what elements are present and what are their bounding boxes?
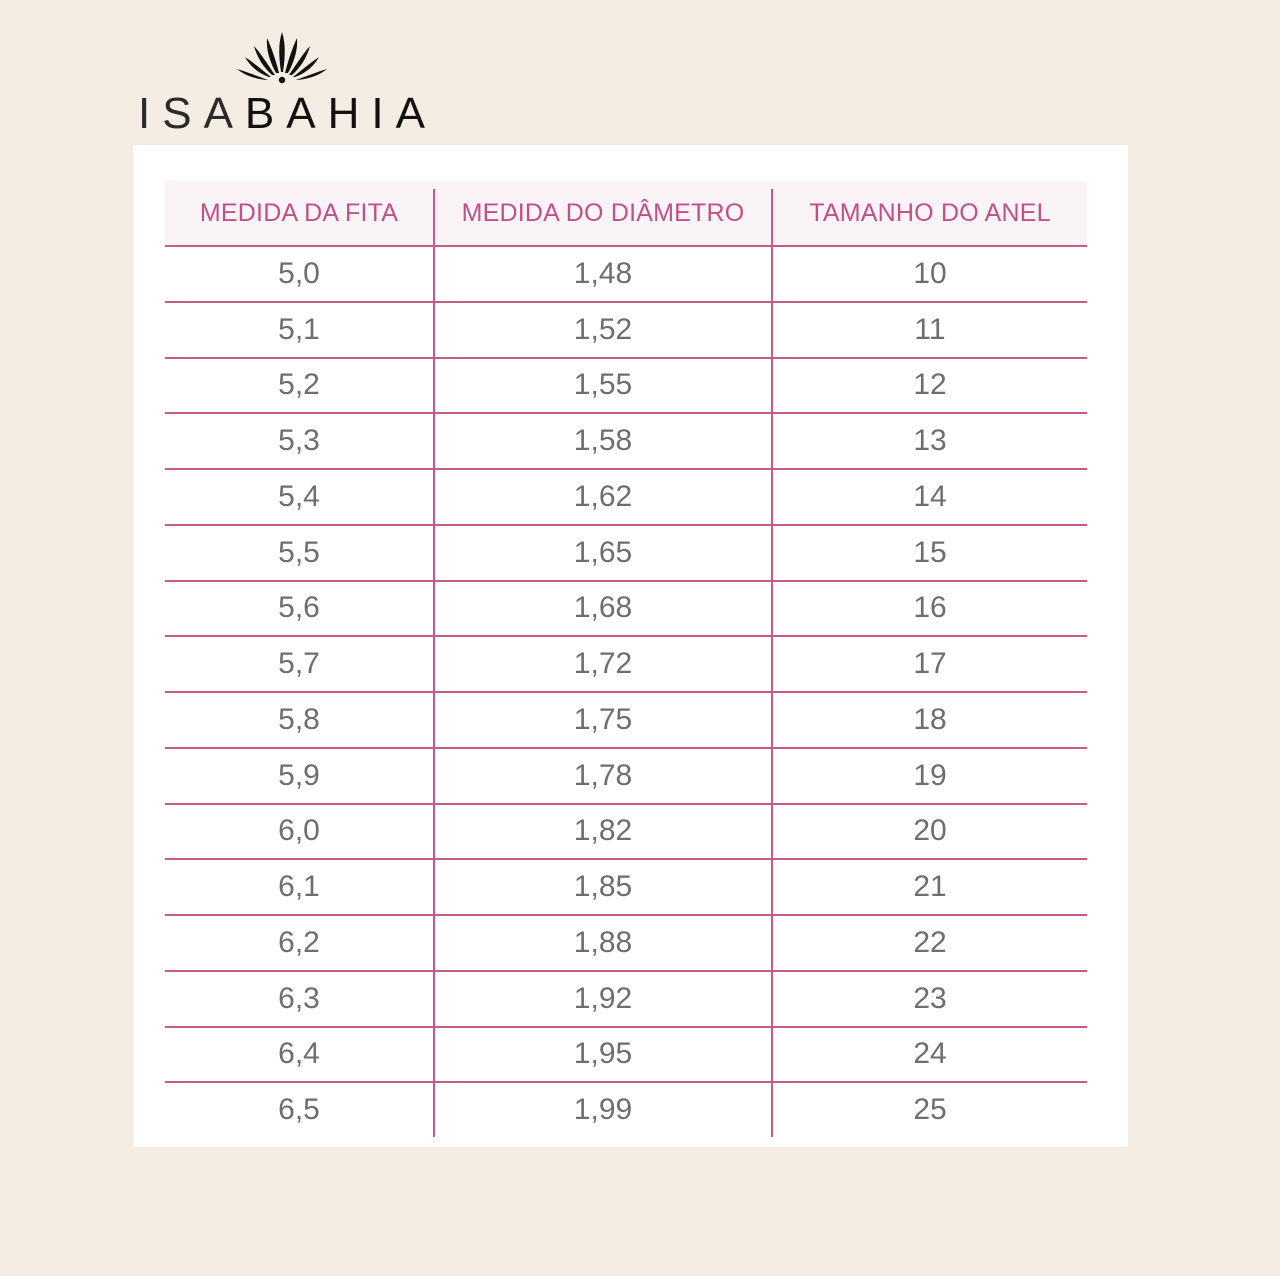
- cell-tape-measure: 5,9: [278, 758, 320, 792]
- cell-tape-measure: 6,3: [278, 981, 320, 1015]
- cell-ring-size: 15: [913, 535, 947, 569]
- column-divider: [433, 582, 435, 636]
- cell-ring-size: 16: [913, 591, 947, 625]
- cell-tape-measure: 6,1: [278, 870, 320, 904]
- column-divider: [771, 359, 773, 413]
- column-divider: [771, 805, 773, 859]
- cell-tape-measure: 5,5: [278, 535, 320, 569]
- column-divider: [771, 916, 773, 970]
- column-divider: [433, 916, 435, 970]
- cell-ring-size: 12: [913, 368, 947, 402]
- table-header: [165, 181, 1087, 247]
- table-row: [165, 582, 1087, 638]
- fan-shell-icon: [234, 28, 330, 88]
- header-diameter: MEDIDA DO DIÂMETRO: [461, 198, 745, 227]
- cell-diameter: 1,95: [573, 1037, 633, 1071]
- column-divider: [771, 414, 773, 468]
- brand-wordmark: [138, 89, 437, 138]
- header-tape-measure: MEDIDA DA FITA: [199, 198, 399, 227]
- cell-diameter: 1,52: [573, 312, 633, 346]
- column-divider: [433, 189, 435, 245]
- column-divider: [771, 582, 773, 636]
- cell-diameter: 1,78: [573, 758, 633, 792]
- cell-diameter: 1,72: [573, 647, 633, 681]
- table-row: [165, 414, 1087, 470]
- cell-ring-size: 18: [913, 702, 947, 736]
- cell-ring-size: 19: [913, 758, 947, 792]
- cell-ring-size: 25: [913, 1093, 947, 1127]
- cell-diameter: 1,48: [573, 256, 633, 290]
- brand-name-light: ISA: [138, 89, 245, 138]
- column-divider: [771, 526, 773, 580]
- column-divider: [433, 805, 435, 859]
- table-row: [165, 693, 1087, 749]
- cell-tape-measure: 6,4: [278, 1037, 320, 1071]
- cell-diameter: 1,68: [573, 591, 633, 625]
- column-divider: [433, 526, 435, 580]
- table-body: [165, 247, 1087, 1137]
- column-divider: [433, 359, 435, 413]
- table-row: [165, 470, 1087, 526]
- cell-ring-size: 20: [913, 814, 947, 848]
- cell-ring-size: 22: [913, 925, 947, 959]
- cell-ring-size: 13: [913, 424, 947, 458]
- table-row: [165, 860, 1087, 916]
- cell-tape-measure: 6,2: [278, 925, 320, 959]
- column-divider: [433, 749, 435, 803]
- column-divider: [771, 303, 773, 357]
- column-divider: [433, 247, 435, 301]
- cell-tape-measure: 5,8: [278, 702, 320, 736]
- cell-ring-size: 23: [913, 981, 947, 1015]
- column-divider: [771, 637, 773, 691]
- table-row: [165, 526, 1087, 582]
- column-divider: [771, 1083, 773, 1137]
- cell-tape-measure: 5,1: [278, 312, 320, 346]
- cell-ring-size: 17: [913, 647, 947, 681]
- column-divider: [433, 303, 435, 357]
- cell-diameter: 1,88: [573, 925, 633, 959]
- cell-tape-measure: 5,6: [278, 591, 320, 625]
- column-divider: [433, 972, 435, 1026]
- cell-ring-size: 10: [913, 256, 947, 290]
- cell-diameter: 1,99: [573, 1093, 633, 1127]
- column-divider: [771, 470, 773, 524]
- cell-diameter: 1,65: [573, 535, 633, 569]
- table-row: [165, 303, 1087, 359]
- table-row: [165, 749, 1087, 805]
- table-row: [165, 637, 1087, 693]
- cell-diameter: 1,62: [573, 479, 633, 513]
- table-row: [165, 805, 1087, 861]
- cell-tape-measure: 5,7: [278, 647, 320, 681]
- cell-tape-measure: 5,0: [278, 256, 320, 290]
- table-row: [165, 916, 1087, 972]
- cell-tape-measure: 5,4: [278, 479, 320, 513]
- cell-diameter: 1,75: [573, 702, 633, 736]
- cell-diameter: 1,85: [573, 870, 633, 904]
- column-divider: [771, 247, 773, 301]
- cell-ring-size: 24: [913, 1037, 947, 1071]
- table-row: [165, 247, 1087, 303]
- column-divider: [433, 414, 435, 468]
- cell-tape-measure: 6,0: [278, 814, 320, 848]
- column-divider: [433, 860, 435, 914]
- column-divider: [771, 860, 773, 914]
- cell-diameter: 1,58: [573, 424, 633, 458]
- table-row: [165, 1083, 1087, 1137]
- cell-ring-size: 14: [913, 479, 947, 513]
- cell-diameter: 1,82: [573, 814, 633, 848]
- table-row: [165, 972, 1087, 1028]
- cell-tape-measure: 5,3: [278, 424, 320, 458]
- cell-diameter: 1,55: [573, 368, 633, 402]
- header-ring-size: TAMANHO DO ANEL: [809, 198, 1051, 227]
- column-divider: [771, 189, 773, 245]
- column-divider: [433, 1083, 435, 1137]
- cell-tape-measure: 5,2: [278, 368, 320, 402]
- table-row: [165, 359, 1087, 415]
- column-divider: [433, 693, 435, 747]
- brand-name-bold: BAHIA: [244, 89, 437, 138]
- column-divider: [771, 1028, 773, 1082]
- column-divider: [433, 470, 435, 524]
- brand-logo: [138, 28, 437, 140]
- column-divider: [771, 693, 773, 747]
- cell-tape-measure: 6,5: [278, 1093, 320, 1127]
- ring-size-table: [165, 181, 1087, 1137]
- column-divider: [433, 1028, 435, 1082]
- table-row: [165, 1028, 1087, 1084]
- cell-diameter: 1,92: [573, 981, 633, 1015]
- column-divider: [433, 637, 435, 691]
- cell-ring-size: 11: [914, 312, 946, 346]
- column-divider: [771, 749, 773, 803]
- column-divider: [771, 972, 773, 1026]
- cell-ring-size: 21: [913, 870, 947, 904]
- size-chart-card: [133, 145, 1128, 1147]
